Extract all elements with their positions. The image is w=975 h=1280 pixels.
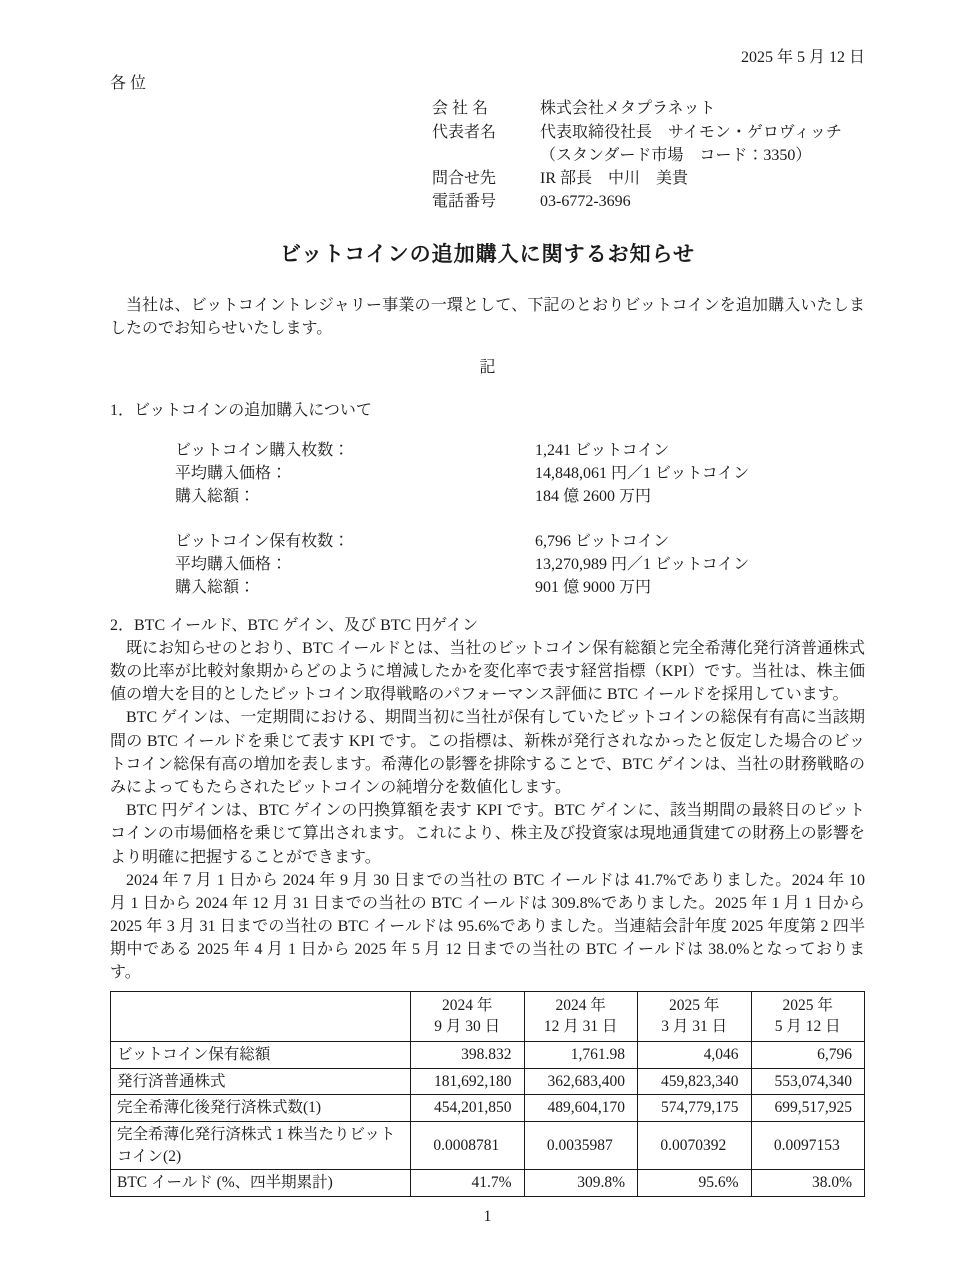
company-info-row [432,121,865,144]
value-cell: 0.0097153 [751,1122,865,1170]
body-paragraph: 既にお知らせのとおり、BTC イールドとは、当社のビットコイン保有総額と完全希薄化発行済普通株式数の比率が比較対象期からどのように増減したかを変化率で表す経営指標（KPI）です。当社は、株主価値の増大を目的としたビットコイン取得戦略のパフォーマンス評価に BTC イールドを採用しています。 [110,639,865,704]
company-info-value: 代表取締役社長 サイモン・ゲロヴィッチ [540,123,842,141]
value-cell: 489,604,170 [524,1095,638,1122]
row-label-cell: ビットコイン保有総額 [111,1042,411,1069]
kv-value: 6,796 ビットコイン [535,533,670,551]
value-cell: 181,692,180 [411,1068,525,1095]
col-header-line: 3 月 31 日 [661,1018,728,1036]
col-header-line: 9 月 30 日 [434,1018,501,1036]
kv-value: 184 億 2600 万円 [535,487,652,505]
kv-label: 平均購入価格： [175,556,288,574]
page-number: 1 [483,1208,492,1226]
row-label-cell: BTC イールド (%、四半期累計) [111,1170,411,1197]
value-cell: 4,046 [638,1042,752,1069]
notice-mark: 記 [479,359,496,377]
kv-value: 13,270,989 円／1 ビットコイン [535,556,750,574]
document-title: ビットコインの追加購入に関するお知らせ [279,242,696,267]
table-row [111,1122,865,1170]
value-cell: 699,517,925 [751,1095,865,1122]
value-cell: 398.832 [411,1042,525,1069]
kv-label: 購入総額： [175,579,256,597]
value-cell: 574,779,175 [638,1095,752,1122]
value-cell: 95.6% [638,1170,752,1197]
table-header-row [111,991,865,1041]
body-paragraph: 2024 年 7 月 1 日から 2024 年 9 月 30 日までの当社の BTC イールドは 41.7%でありました。2024 年 10 月 1 日から 2024 年 12 月 31 日までの当社の BTC イールドは 309.8%でありました。2025 年 1 月 1 日から 2025 年 3 月 31 日までの当社の BTC イールドは 95.6%でありました。当連結会計年度 2025 年度第 2 四半期中である 2025 年 4 月 1 日から 2025 年 5 月 12 日までの当社の BTC イールドは 38.0%となっております。 [110,871,865,982]
intro-paragraph: 当社は、ビットコイントレジャリー事業の一環として、下記のとおりビットコインを追加購入いたしましたのでお知らせいたします。 [110,296,865,337]
kv-value: 901 億 9000 万円 [535,579,652,597]
company-info-row [432,190,865,213]
kv-row [175,439,865,462]
company-info-value: （スタンダード市場 コード：3350） [540,146,812,164]
row-label-cell: 完全希薄化後発行済株式数(1) [111,1095,411,1122]
company-info-value: 03-6772-3696 [540,193,631,211]
company-info-label [432,144,540,167]
kv-row [175,462,865,485]
corner-cell [111,991,411,1041]
company-info-row [432,97,865,120]
col-header-line: 5 月 12 日 [774,1018,841,1036]
company-info-label: 電話番号 [432,193,497,211]
col-header-line: 12 月 31 日 [543,1018,618,1036]
company-info-label: 会 社 名 [432,100,489,118]
purchase-details-block [175,439,865,509]
value-cell: 362,683,400 [524,1068,638,1095]
kv-row [175,530,865,553]
value-cell: 0.0035987 [524,1122,638,1170]
row-label-cell: 完全希薄化発行済株式 1 株当たりビットコイン(2) [111,1122,411,1170]
value-cell: 454,201,850 [411,1095,525,1122]
value-cell: 0.0070392 [638,1122,752,1170]
kv-value: 1,241 ビットコイン [535,441,670,459]
company-info-row [432,144,865,167]
value-cell: 1,761.98 [524,1042,638,1069]
table-row [111,1068,865,1095]
table-row [111,1042,865,1069]
value-cell: 38.0% [751,1170,865,1197]
section1-heading: 1．ビットコインの追加購入について [110,402,372,420]
kv-label: ビットコイン保有枚数： [175,533,350,551]
kv-row [175,553,865,576]
value-cell: 553,074,340 [751,1068,865,1095]
company-info-block [432,97,865,213]
kv-value: 14,848,061 円／1 ビットコイン [535,464,750,482]
col-header-line: 2024 年 [555,996,606,1014]
kv-label: 平均購入価格： [175,464,288,482]
kv-label: ビットコイン購入枚数： [175,441,350,459]
col-header-line: 2024 年 [442,996,493,1014]
kv-row [175,576,865,599]
company-info-row [432,167,865,190]
value-cell: 41.7% [411,1170,525,1197]
company-info-value: IR 部長 中川 美貴 [540,169,689,187]
kv-label: 購入総額： [175,487,256,505]
value-cell: 6,796 [751,1042,865,1069]
col-header-line: 2025 年 [782,996,833,1014]
table-row [111,1095,865,1122]
company-info-label: 問合せ先 [432,169,497,187]
value-cell: 0.0008781 [411,1122,525,1170]
col-header [638,991,752,1041]
salutation: 各 位 [110,75,147,93]
value-cell: 459,823,340 [638,1068,752,1095]
holdings-details-block [175,530,865,600]
btc-metrics-table [110,991,865,1198]
company-info-value: 株式会社メタプラネット [540,100,716,118]
col-header [411,991,525,1041]
row-label-cell: 発行済普通株式 [111,1068,411,1095]
col-header [524,991,638,1041]
company-info-label: 代表者名 [432,123,497,141]
table-row [111,1170,865,1197]
col-header [751,991,865,1041]
value-cell: 309.8% [524,1170,638,1197]
col-header-line: 2025 年 [669,996,720,1014]
body-paragraph: BTC ゲインは、一定期間における、期間当初に当社が保有していたビットコインの総保有有高に当該期間の BTC イールドを乗じて表す KPI です。この指標は、新株が発行されなかったと仮定した場合のビットコイン総保有高の増加を表します。希薄化の影響を排除することで、BTC ゲインは、当社の財務戦略のみによってもたらされたビットコインの純増分を数値化します。 [110,709,865,796]
kv-row [175,485,865,508]
body-paragraph: BTC 円ゲインは、BTC ゲインの円換算額を表す KPI です。BTC ゲインに、該当期間の最終日のビットコインの市場価格を乗じて算出されます。これにより、株主及び投資家は現地通貨建ての財務上の影響をより明確に把握することができます。 [110,802,865,866]
document-date: 2025 年 5 月 12 日 [740,49,865,66]
section2-heading: 2．BTC イールド、BTC ゲイン、及び BTC 円ゲイン [110,616,479,634]
